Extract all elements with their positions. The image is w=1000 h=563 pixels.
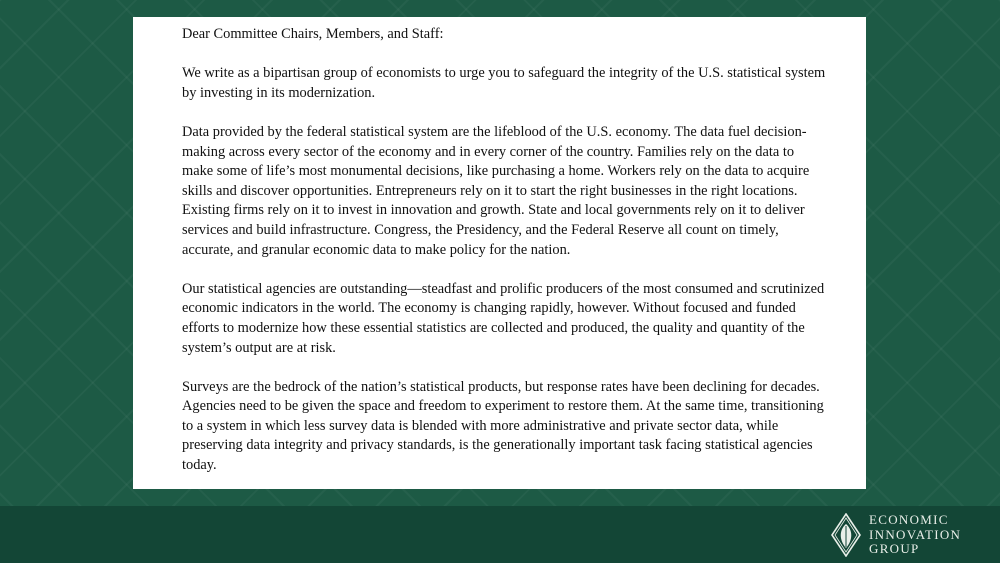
diamond-leaf-icon bbox=[831, 513, 861, 557]
eig-logo bbox=[831, 511, 991, 559]
letter-page bbox=[133, 17, 866, 489]
logo-line-3: GROUP bbox=[869, 541, 920, 557]
logo-line-2: INNOVATION bbox=[869, 526, 962, 542]
logo-line-1: ECONOMIC bbox=[869, 512, 949, 528]
letter-paragraph: Surveys are the bedrock of the nation’s statistical products, but response rates have been declining for decades. Agencies need to be given the space and freedom to experiment to restore them. At the same time, transitioning to a system in which less survey data is blended with more administrative and private sector data, while preserving data integrity and privacy standards, is the generationally important task facing statistical agencies today. bbox=[182, 378, 824, 474]
letter-salutation: Dear Committee Chairs, Members, and Staff: bbox=[182, 26, 444, 42]
letter-paragraph: We write as a bipartisan group of economists to urge you to safeguard the integrity of the U.S. statistical system by investing in its modernization. bbox=[182, 65, 826, 101]
letter-paragraph: Data provided by the federal statistical system are the lifeblood of the U.S. economy. The data fuel decision-making across every sector of the economy and in every corner of the country. Families rely on the data to make some of life’s most monumental decisions, like purchasing a home. Workers rely on the data to acquire skills and discover opportunities. Entrepreneurs rely on it to start the right businesses in the right locations. Existing firms rely on it to invest in innovation and growth. State and local governments rely on it to deliver services and build infrastructure. Congress, the Presidency, and the Federal Reserve all count on timely, accurate, and granular economic data to make policy for the nation. bbox=[182, 123, 810, 258]
letter-paragraph: Our statistical agencies are outstanding—steadfast and prolific producers of the most consumed and scrutinized economic indicators in the world. The economy is changing rapidly, however. Without focused and funded efforts to modernize how these essential statistics are collected and produced, the quality and quantity of the system’s output are at risk. bbox=[182, 280, 825, 356]
